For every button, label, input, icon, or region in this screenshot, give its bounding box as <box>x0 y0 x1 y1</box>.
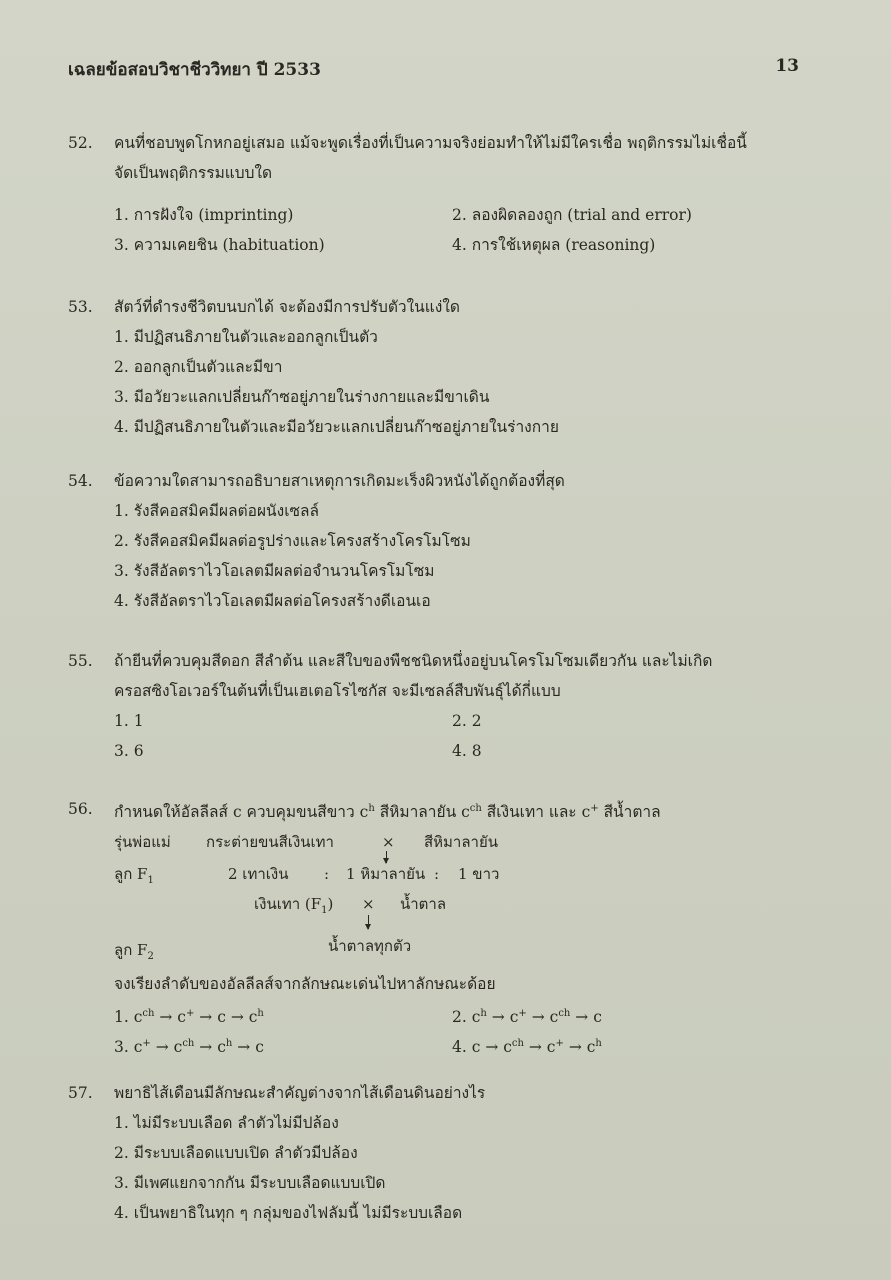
option-3: 3. รังสีอัลตราไวโอเลตมีผลต่อจำนวนโครโมโซม <box>114 562 435 580</box>
options <box>114 322 828 442</box>
question-text: สัตว์ที่ดำรงชีวิตบนบกได้ จะต้องมีการปรับตัวในแง่ใด <box>114 298 460 316</box>
f1-ratio-c: 1 ขาว <box>458 865 500 884</box>
option-1: 1. รังสีคอสมิคมีผลต่อผนังเซลล์ <box>114 502 320 520</box>
question-text: พยาธิไส้เดือนมีลักษณะสำคัญต่างจากไส้เดือนดินอย่างไร <box>114 1084 486 1102</box>
question-text-part: สีน้ำตาล <box>598 803 661 822</box>
option-4: 4. การใช้เหตุผล (reasoning) <box>452 236 656 254</box>
cross2-left-text: เงินเทา (F <box>254 895 322 914</box>
arrow-down-icon <box>368 915 369 929</box>
option-4: 4. มีปฏิสนธิภายในตัวและมีอวัยวะแลกเปลี่ยนก๊าซอยู่ภายในร่างกาย <box>114 418 559 436</box>
options <box>114 496 828 616</box>
ratio-colon: : <box>434 865 440 884</box>
option-1: 1. $c^{ch} \to c^+ \to c \to c^h$ <box>114 1008 264 1027</box>
question-55 <box>68 646 828 766</box>
cross2-left-end: ) <box>327 895 334 914</box>
question-text-part: สีเงินเทา และ c <box>481 803 591 822</box>
option-3: 3. 6 <box>114 742 144 760</box>
option-3: 3. มีอวัยวะแลกเปลี่ยนก๊าซอยู่ภายในร่างกายและมีขาเดิน <box>114 388 490 406</box>
f2-label-text: ลูก F <box>114 941 148 960</box>
option-3: 3. ความเคยชิน (habituation) <box>114 236 325 254</box>
question-number: 54. <box>68 472 93 490</box>
question-text-part: สีหิมาลายัน c <box>374 803 470 822</box>
option-2: 2. 2 <box>452 712 482 730</box>
parents-label: รุ่นพ่อแม่ <box>114 833 171 852</box>
superscript: ch <box>469 803 482 814</box>
options <box>114 999 828 1059</box>
subscript: 2 <box>147 951 154 963</box>
options <box>114 200 828 260</box>
ratio-colon: : <box>324 865 330 884</box>
option-2: 2. มีระบบเลือดแบบเปิด ลำตัวมีปล้อง <box>114 1144 358 1162</box>
options <box>114 706 828 766</box>
superscript: + <box>590 803 599 814</box>
f2-label <box>114 935 154 972</box>
f1-label <box>114 859 154 896</box>
option-4: 4. รังสีอัลตราไวโอเลตมีผลต่อโครงสร้างดีเอนเอ <box>114 592 431 610</box>
option-1: 1. มีปฏิสนธิภายในตัวและออกลูกเป็นตัว <box>114 328 378 346</box>
f1-ratio-b: 1 หิมาลายัน <box>346 865 426 884</box>
f1-ratio-a: 2 เทาเงิน <box>228 865 289 884</box>
question-number: 57. <box>68 1084 93 1102</box>
question-56 <box>68 794 828 1059</box>
options <box>114 1108 828 1228</box>
option-2: 2. รังสีคอสมิคมีผลต่อรูปร่างและโครงสร้างโครโมโซม <box>114 532 471 550</box>
question-52 <box>68 128 828 260</box>
question-text <box>114 794 828 827</box>
question-number: 53. <box>68 298 93 316</box>
question-text-line: คนที่ชอบพูดโกหกอยู่เสมอ แม้จะพูดเรื่องที่เป็นความจริงย่อมทำให้ไม่มีใครเชื่อ พฤติกรรมไม่เชื่อนี้ <box>114 134 747 152</box>
question-text-part: กำหนดให้อัลลีลส์ c ควบคุมขนสีขาว c <box>114 803 369 822</box>
question-text <box>114 128 828 188</box>
header-title: เฉลยข้อสอบวิชาชีววิทยา ปี 2533 <box>68 60 321 80</box>
option-1: 1. การฝังใจ (imprinting) <box>114 206 294 224</box>
superscript: h <box>368 803 375 814</box>
option-4: 4. 8 <box>452 742 482 760</box>
option-1: 1. ไม่มีระบบเลือด ลำตัวไม่มีปล้อง <box>114 1114 339 1132</box>
option-2: 2. ออกลูกเป็นตัวและมีขา <box>114 358 283 376</box>
cross2-left <box>254 889 333 926</box>
cross-diagram <box>114 827 828 967</box>
question-57 <box>68 1078 828 1228</box>
f1-label-text: ลูก F <box>114 865 148 884</box>
question-53 <box>68 292 828 442</box>
option-3: 3. $c^+ \to c^{ch} \to c^h \to c$ <box>114 1038 264 1057</box>
page-number: 13 <box>775 56 799 76</box>
option-2: 2. $c^h \to c^+ \to c^{ch} \to c$ <box>452 1008 602 1027</box>
option-1: 1. 1 <box>114 712 144 730</box>
question-text: ข้อความใดสามารถอธิบายสาเหตุการเกิดมะเร็งผิวหนังได้ถูกต้องที่สุด <box>114 472 565 490</box>
question-text-line: จัดเป็นพฤติกรรมแบบใด <box>114 164 273 182</box>
parent-2: สีหิมาลายัน <box>424 833 499 852</box>
option-4: 4. $c \to c^{ch} \to c^+ \to c^h$ <box>452 1038 602 1057</box>
question-number: 55. <box>68 652 93 670</box>
subscript: 1 <box>321 905 328 917</box>
option-3: 3. มีเพศแยกจากกัน มีระบบเลือดแบบเปิด <box>114 1174 386 1192</box>
question-text-line: ถ้ายีนที่ควบคุมสีดอก สีลำต้น และสีใบของพืชชนิดหนึ่งอยู่บนโครโมโซมเดียวกัน และไม่เกิด <box>114 652 713 670</box>
option-2: 2. ลองผิดลองถูก (trial and error) <box>452 206 692 224</box>
subscript: 1 <box>147 875 154 887</box>
f2-result: น้ำตาลทุกตัว <box>328 937 412 956</box>
cross-symbol: × <box>362 895 375 914</box>
question-54 <box>68 466 828 616</box>
question-text-line: ครอสซิงโอเวอร์ในต้นที่เป็นเฮเตอโรไซกัส จะมีเซลล์สืบพันธุ์ได้กี่แบบ <box>114 682 561 700</box>
parent-1: กระต่ายขนสีเงินเทา <box>206 833 334 852</box>
question-number: 56. <box>68 800 93 818</box>
question-number: 52. <box>68 134 93 152</box>
option-4: 4. เป็นพยาธิในทุก ๆ กลุ่มของไฟลัมนี้ ไม่มีระบบเลือด <box>114 1204 463 1222</box>
cross-symbol: × <box>382 833 395 852</box>
cross2-right: น้ำตาล <box>400 895 447 914</box>
question-text <box>114 646 828 706</box>
instruction: จงเรียงลำดับของอัลลีลส์จากลักษณะเด่นไปหาลักษณะด้อย <box>114 975 496 994</box>
